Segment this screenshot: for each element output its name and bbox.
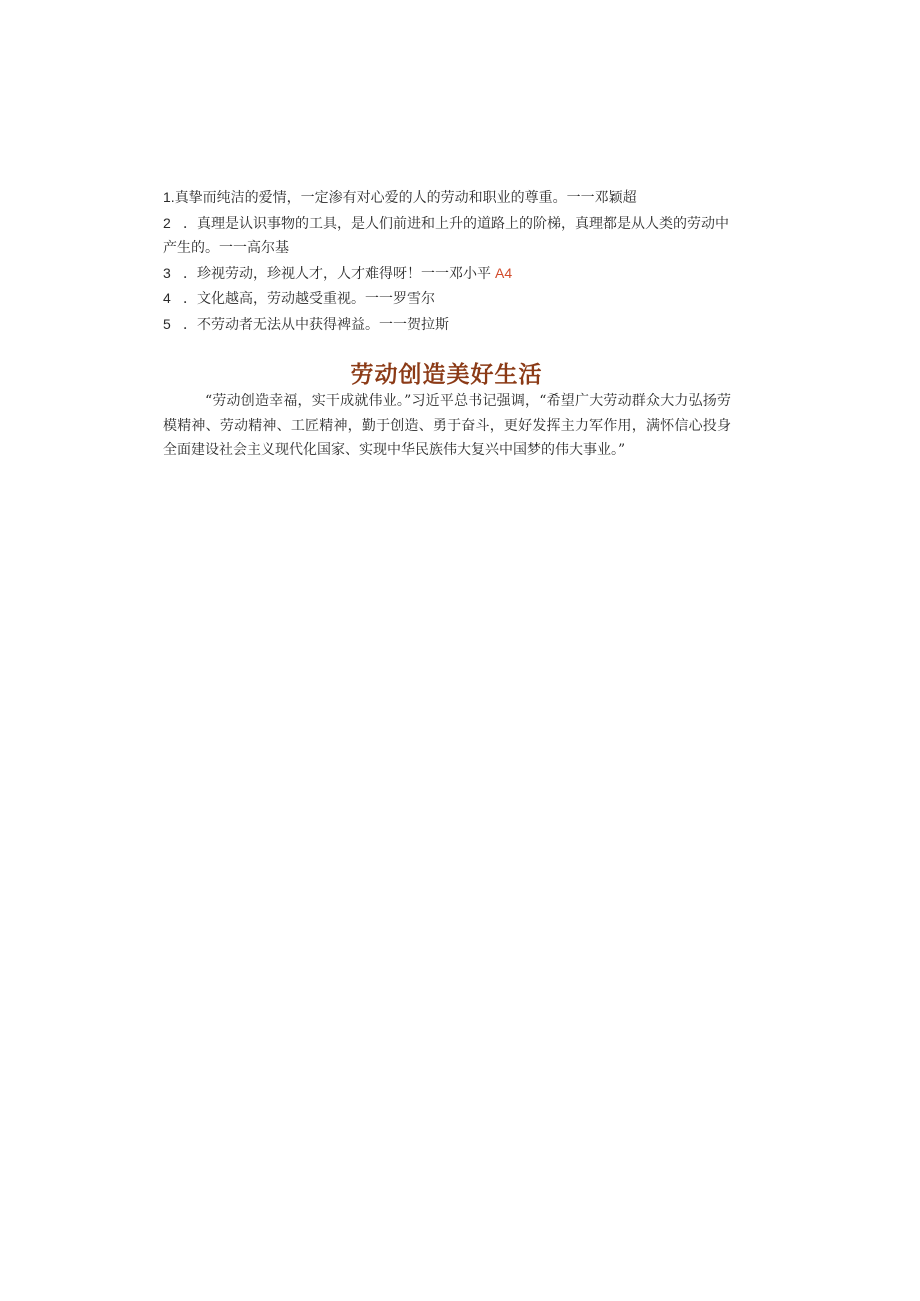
quote-text: ．珍视劳动，珍视人才，人才难得呀！一一邓小平: [183, 265, 491, 282]
quote-number: 5: [163, 315, 171, 332]
quote-item-2: [163, 211, 733, 261]
quote-text: ．不劳动者无法从中获得裨益。一一贺拉斯: [183, 316, 449, 333]
quote-number: 1.: [163, 189, 175, 205]
quote-text: ．文化越高，劳动越受重视。一一罗雪尔: [183, 291, 435, 307]
quote-item-3: [163, 261, 733, 287]
quote-text: ．真理是认识事物的工具，是人们前进和上升的道路上的阶梯，真理都是从人类的劳动中产生的。一一高尔基: [163, 215, 729, 256]
quote-item-1: [163, 185, 733, 211]
quote-item-5: [163, 312, 733, 338]
quote-number: 3: [163, 264, 171, 281]
quote-number: 4: [163, 290, 171, 306]
section-title: 劳动创造美好生活: [350, 362, 543, 388]
body-paragraph: “劳动创造幸福，实干成就伟业。”习近平总书记强调，“希望广大劳动群众大力弘扬劳模精神、劳动精神、工匠精神，勤于创造、勇于奋斗，更好发挥主力军作用，满怀信心投身全面建设社会主义现代化国家、实现中华民族伟大复兴中国梦的伟大事业。”: [163, 393, 731, 458]
quote-item-4: [163, 286, 733, 312]
red-tag-label: A4: [495, 264, 513, 281]
quote-text: 真挚而纯洁的爱情，一定渗有对心爱的人的劳动和职业的尊重。一一邓颖超: [174, 190, 637, 206]
quote-list: [163, 185, 733, 337]
quote-number: 2: [163, 214, 171, 231]
